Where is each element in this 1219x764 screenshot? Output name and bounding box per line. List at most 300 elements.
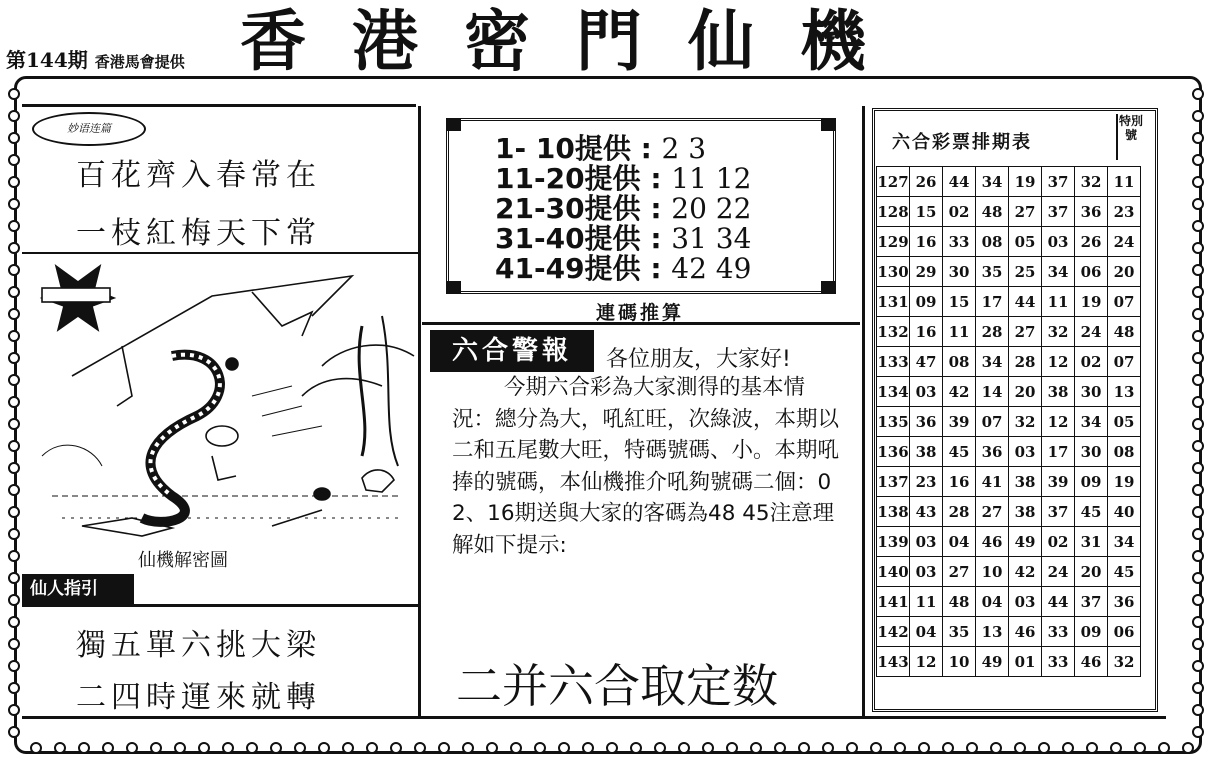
draw-number-cell: 04 xyxy=(976,587,1009,617)
scallop-dot xyxy=(966,742,978,754)
scallop-dot xyxy=(8,594,20,606)
draw-number-cell: 12 xyxy=(1042,407,1075,437)
scallop-dot xyxy=(1014,742,1026,754)
table-row xyxy=(877,437,1141,467)
issue-source: 香港馬會提供 xyxy=(94,53,185,71)
draw-number-cell: 35 xyxy=(943,617,976,647)
column-divider-left xyxy=(418,106,421,716)
calc-label: 連碼推算 xyxy=(596,302,685,324)
scallop-dot xyxy=(1192,594,1204,606)
range-label: 1- 10提供 xyxy=(495,132,631,165)
scallop-dot xyxy=(678,742,690,754)
draw-number-cell: 16 xyxy=(910,227,943,257)
poem-line-1: 百花齊入春常在 xyxy=(76,158,321,193)
draw-number-cell: 27 xyxy=(1009,197,1042,227)
table-row xyxy=(877,497,1141,527)
draw-number-cell: 03 xyxy=(1009,587,1042,617)
draw-number-cell: 03 xyxy=(910,557,943,587)
left-poem-rule xyxy=(22,252,418,254)
draw-number-cell: 03 xyxy=(910,377,943,407)
scallop-dot xyxy=(1062,742,1074,754)
scallop-dot xyxy=(486,742,498,754)
scallop-dot xyxy=(8,242,20,254)
scallop-dot xyxy=(1192,396,1204,408)
scallop-dot xyxy=(1192,220,1204,232)
draw-number-cell: 12 xyxy=(910,647,943,677)
draw-number-cell: 17 xyxy=(976,287,1009,317)
scallop-dot xyxy=(8,462,20,474)
draw-number-cell: 03 xyxy=(910,527,943,557)
draw-number-cell: 05 xyxy=(1009,227,1042,257)
table-row xyxy=(877,347,1141,377)
draw-number-cell: 11 xyxy=(1042,287,1075,317)
scallop-dot xyxy=(462,742,474,754)
draw-number-cell: 37 xyxy=(1042,167,1075,197)
scallop-dot xyxy=(1192,374,1204,386)
scallop-dot xyxy=(870,742,882,754)
scallop-dot xyxy=(1134,742,1146,754)
draw-number-cell: 27 xyxy=(1009,317,1042,347)
corner-mark xyxy=(821,281,835,293)
scallop-dot xyxy=(54,742,66,754)
scallop-dot xyxy=(8,528,20,540)
scallop-dot xyxy=(8,638,20,650)
draw-number-cell: 03 xyxy=(1009,437,1042,467)
range-label: 31-40提供 xyxy=(495,222,641,255)
scallop-dot xyxy=(8,418,20,430)
draw-number-cell: 32 xyxy=(1042,317,1075,347)
draw-number-cell: 28 xyxy=(1009,347,1042,377)
scallop-dot xyxy=(8,330,20,342)
guide-tag: 仙人指引 xyxy=(22,574,134,604)
scallop-dot xyxy=(1192,660,1204,672)
draw-number-cell: 13 xyxy=(976,617,1009,647)
table-row xyxy=(877,647,1141,677)
scallop-dot xyxy=(8,550,20,562)
scallop-dot xyxy=(1158,742,1170,754)
draw-number-cell: 34 xyxy=(1108,527,1141,557)
draw-number-cell: 30 xyxy=(943,257,976,287)
scallop-dot xyxy=(1192,704,1204,716)
range-values: 2 3 xyxy=(661,132,707,165)
draw-number-cell: 09 xyxy=(1075,467,1108,497)
range-row: 21-30提供 : 20 22 xyxy=(495,192,752,225)
scallop-dot xyxy=(198,742,210,754)
scallop-dot xyxy=(918,742,930,754)
range-label: 41-49提供 xyxy=(495,252,641,285)
scallop-dot xyxy=(8,440,20,452)
scallop-dot xyxy=(8,264,20,276)
greeting: 各位朋友，大家好! xyxy=(606,347,791,372)
corner-mark xyxy=(447,281,461,293)
scallop-dot xyxy=(1192,242,1204,254)
draw-issue-cell: 135 xyxy=(877,407,910,437)
scallop-dot xyxy=(534,742,546,754)
draw-number-cell: 28 xyxy=(976,317,1009,347)
draw-number-cell: 24 xyxy=(1042,557,1075,587)
draw-number-cell: 07 xyxy=(976,407,1009,437)
draw-number-cell: 11 xyxy=(943,317,976,347)
scallop-dot xyxy=(1192,528,1204,540)
draw-number-cell: 15 xyxy=(943,287,976,317)
draw-number-cell: 38 xyxy=(910,437,943,467)
range-label: 21-30提供 xyxy=(495,192,641,225)
scallop-dot xyxy=(8,484,20,496)
scallop-dot xyxy=(1192,726,1204,738)
scallop-dot xyxy=(8,308,20,320)
draw-number-cell: 23 xyxy=(910,467,943,497)
scallop-dot xyxy=(222,742,234,754)
scallop-dot xyxy=(1038,742,1050,754)
range-values: 42 49 xyxy=(671,252,752,285)
table-row xyxy=(877,377,1141,407)
draw-number-cell: 27 xyxy=(976,497,1009,527)
range-box xyxy=(446,118,836,294)
scallop-dot xyxy=(8,88,20,100)
draw-number-cell: 28 xyxy=(943,497,976,527)
draw-number-cell: 04 xyxy=(943,527,976,557)
scallop-dot xyxy=(102,742,114,754)
draw-number-cell: 48 xyxy=(943,587,976,617)
table-row xyxy=(877,317,1141,347)
scallop-dot xyxy=(942,742,954,754)
draw-number-cell: 19 xyxy=(1075,287,1108,317)
draw-number-cell: 11 xyxy=(910,587,943,617)
draw-number-cell: 46 xyxy=(1009,617,1042,647)
draw-number-cell: 23 xyxy=(1108,197,1141,227)
scallop-dot xyxy=(294,742,306,754)
scallop-dot xyxy=(1192,176,1204,188)
range-row: 11-20提供 : 11 12 xyxy=(495,162,752,195)
scallop-dot xyxy=(8,220,20,232)
draw-number-cell: 49 xyxy=(976,647,1009,677)
table-row xyxy=(877,227,1141,257)
draw-issue-cell: 139 xyxy=(877,527,910,557)
scallop-dot xyxy=(8,176,20,188)
draw-issue-cell: 141 xyxy=(877,587,910,617)
draw-number-cell: 08 xyxy=(943,347,976,377)
draw-number-cell: 34 xyxy=(976,167,1009,197)
draw-number-cell: 44 xyxy=(1042,587,1075,617)
draw-issue-cell: 143 xyxy=(877,647,910,677)
scallop-dot xyxy=(8,198,20,210)
draw-number-cell: 11 xyxy=(1108,167,1141,197)
scallop-dot xyxy=(1192,572,1204,584)
scallop-dot xyxy=(8,616,20,628)
draw-number-cell: 09 xyxy=(910,287,943,317)
draw-issue-cell: 129 xyxy=(877,227,910,257)
draw-number-cell: 45 xyxy=(943,437,976,467)
scallop-dot xyxy=(1192,330,1204,342)
left-top-rule xyxy=(22,104,416,107)
scallop-dot xyxy=(8,506,20,518)
scallop-dot xyxy=(1192,110,1204,122)
table-row xyxy=(877,557,1141,587)
draw-number-cell: 34 xyxy=(1042,257,1075,287)
draw-issue-cell: 130 xyxy=(877,257,910,287)
draw-number-cell: 48 xyxy=(1108,317,1141,347)
scallop-dot xyxy=(1192,440,1204,452)
draw-number-cell: 37 xyxy=(1042,197,1075,227)
table-row xyxy=(877,617,1141,647)
scallop-dot xyxy=(1192,506,1204,518)
draw-number-cell: 08 xyxy=(1108,437,1141,467)
draw-issue-cell: 134 xyxy=(877,377,910,407)
draw-number-cell: 47 xyxy=(910,347,943,377)
draw-number-cell: 04 xyxy=(910,617,943,647)
draw-number-cell: 37 xyxy=(1042,497,1075,527)
draw-number-cell: 32 xyxy=(1108,647,1141,677)
draw-number-cell: 26 xyxy=(910,167,943,197)
scallop-dot xyxy=(8,110,20,122)
scallop-dot xyxy=(1182,742,1194,754)
scallop-dot xyxy=(438,742,450,754)
draw-number-cell: 33 xyxy=(1042,617,1075,647)
range-row: 31-40提供 : 31 34 xyxy=(495,222,752,255)
table-row xyxy=(877,167,1141,197)
scallop-dot xyxy=(606,742,618,754)
scallop-dot xyxy=(1192,484,1204,496)
draw-number-cell: 42 xyxy=(1009,557,1042,587)
draw-number-cell: 36 xyxy=(1075,197,1108,227)
draw-number-cell: 31 xyxy=(1075,527,1108,557)
scallop-dot xyxy=(8,286,20,298)
draw-number-cell: 46 xyxy=(976,527,1009,557)
scallop-dot xyxy=(702,742,714,754)
table-row xyxy=(877,467,1141,497)
draw-number-cell: 36 xyxy=(910,407,943,437)
issue-number-label: 第144期 xyxy=(6,48,88,72)
left-guide-rule xyxy=(22,604,418,607)
draw-number-cell: 37 xyxy=(1075,587,1108,617)
range-row: 1- 10提供 : 2 3 xyxy=(495,132,707,165)
draw-table xyxy=(876,166,1141,677)
draw-number-cell: 02 xyxy=(1042,527,1075,557)
range-label: 11-20提供 xyxy=(495,162,641,195)
scallop-dot xyxy=(1192,308,1204,320)
draw-number-cell: 06 xyxy=(1108,617,1141,647)
range-values: 11 12 xyxy=(671,162,752,195)
draw-number-cell: 10 xyxy=(943,647,976,677)
draw-number-cell: 36 xyxy=(976,437,1009,467)
alert-tag: 六合警報 xyxy=(430,330,594,372)
draw-issue-cell: 136 xyxy=(877,437,910,467)
scallop-dot xyxy=(1110,742,1122,754)
scallop-dot xyxy=(8,704,20,716)
draw-number-cell: 24 xyxy=(1108,227,1141,257)
draw-issue-cell: 142 xyxy=(877,617,910,647)
table-row xyxy=(877,257,1141,287)
scallop-dot xyxy=(174,742,186,754)
draw-number-cell: 14 xyxy=(976,377,1009,407)
scallop-dot xyxy=(8,660,20,672)
scallop-dot xyxy=(1192,286,1204,298)
draw-number-cell: 29 xyxy=(910,257,943,287)
draw-number-cell: 42 xyxy=(943,377,976,407)
bottom-rule xyxy=(22,716,1166,719)
draw-number-cell: 01 xyxy=(1009,647,1042,677)
draw-number-cell: 38 xyxy=(1042,377,1075,407)
draw-number-cell: 19 xyxy=(1009,167,1042,197)
issue-number xyxy=(6,44,185,73)
draw-issue-cell: 138 xyxy=(877,497,910,527)
scallop-dot xyxy=(318,742,330,754)
draw-issue-cell: 127 xyxy=(877,167,910,197)
scallop-dot xyxy=(1192,132,1204,144)
draw-number-cell: 27 xyxy=(943,557,976,587)
table-row xyxy=(877,197,1141,227)
scallop-dot xyxy=(8,132,20,144)
draw-issue-cell: 131 xyxy=(877,287,910,317)
scallop-dot xyxy=(1192,638,1204,650)
scallop-dot xyxy=(1192,462,1204,474)
draw-number-cell: 44 xyxy=(1009,287,1042,317)
scallop-dot xyxy=(558,742,570,754)
scallop-dot xyxy=(894,742,906,754)
scallop-dot xyxy=(126,742,138,754)
draw-number-cell: 40 xyxy=(1108,497,1141,527)
draw-number-cell: 34 xyxy=(1075,407,1108,437)
scallop-dot xyxy=(366,742,378,754)
scallop-dot xyxy=(846,742,858,754)
guide-line-1: 獨五單六挑大梁 xyxy=(76,628,321,663)
draw-issue-cell: 128 xyxy=(877,197,910,227)
scallop-dot xyxy=(1192,550,1204,562)
scallop-dot xyxy=(8,154,20,166)
scallop-dot xyxy=(1192,616,1204,628)
draw-number-cell: 15 xyxy=(910,197,943,227)
guide-line-2: 二四時運來就轉 xyxy=(76,680,321,715)
scallop-dot xyxy=(390,742,402,754)
draw-number-cell: 16 xyxy=(910,317,943,347)
draw-number-cell: 02 xyxy=(1075,347,1108,377)
draw-number-cell: 08 xyxy=(976,227,1009,257)
draw-number-cell: 46 xyxy=(1075,647,1108,677)
draw-number-cell: 45 xyxy=(1108,557,1141,587)
scallop-dot xyxy=(1192,418,1204,430)
draw-number-cell: 12 xyxy=(1042,347,1075,377)
draw-issue-cell: 140 xyxy=(877,557,910,587)
draw-number-cell: 43 xyxy=(910,497,943,527)
draw-number-cell: 34 xyxy=(976,347,1009,377)
draw-number-cell: 07 xyxy=(1108,287,1141,317)
scallop-dot xyxy=(798,742,810,754)
draw-number-cell: 13 xyxy=(1108,377,1141,407)
draw-issue-cell: 133 xyxy=(877,347,910,377)
draw-issue-cell: 132 xyxy=(877,317,910,347)
draw-number-cell: 48 xyxy=(976,197,1009,227)
draw-number-cell: 41 xyxy=(976,467,1009,497)
slogan: 二并六合取定数 xyxy=(456,659,778,713)
draw-number-cell: 25 xyxy=(1009,257,1042,287)
scallop-dot xyxy=(822,742,834,754)
body-text: 今期六合彩為大家測得的基本情況：總分為大，吼紅旺，次綠波，本期以二和五尾數大旺，特碼號碼、小。本期吼捧的號碼，本仙機推介吼夠號碼二個：02、16期送與大家的客碼為48 45注意理解如下提示: xyxy=(452,375,840,558)
column-divider-right xyxy=(862,106,865,716)
draw-number-cell: 16 xyxy=(943,467,976,497)
page-title: 香港密門仙機 xyxy=(240,3,912,80)
scallop-dot xyxy=(774,742,786,754)
draw-number-cell: 32 xyxy=(1009,407,1042,437)
scallop-dot xyxy=(1086,742,1098,754)
draw-number-cell: 38 xyxy=(1009,467,1042,497)
scallop-dot xyxy=(1192,88,1204,100)
draw-number-cell: 35 xyxy=(976,257,1009,287)
draw-number-cell: 24 xyxy=(1075,317,1108,347)
draw-number-cell: 39 xyxy=(1042,467,1075,497)
scallop-dot xyxy=(582,742,594,754)
table-row xyxy=(877,407,1141,437)
puzzle-illustration xyxy=(22,256,418,546)
scallop-dot xyxy=(1192,682,1204,694)
scallop-dot xyxy=(8,572,20,584)
scallop-dot xyxy=(8,726,20,738)
poem-line-2: 一枝紅梅天下常 xyxy=(76,216,321,251)
scallop-dot xyxy=(1192,154,1204,166)
draw-number-cell: 45 xyxy=(1075,497,1108,527)
table-row xyxy=(877,287,1141,317)
draw-number-cell: 19 xyxy=(1108,467,1141,497)
range-values: 20 22 xyxy=(671,192,752,225)
draw-number-cell: 09 xyxy=(1075,617,1108,647)
scallop-dot xyxy=(8,352,20,364)
scallop-dot xyxy=(8,682,20,694)
scallop-dot xyxy=(414,742,426,754)
draw-number-cell: 30 xyxy=(1075,377,1108,407)
special-number-tag: 特別號 xyxy=(1116,114,1144,160)
schedule-title: 六合彩票排期表 xyxy=(892,132,1032,153)
scallop-dot xyxy=(654,742,666,754)
draw-number-cell: 07 xyxy=(1108,347,1141,377)
scallop-dot xyxy=(150,742,162,754)
range-values: 31 34 xyxy=(671,222,752,255)
scallop-dot xyxy=(990,742,1002,754)
scallop-dot xyxy=(78,742,90,754)
draw-number-cell: 03 xyxy=(1042,227,1075,257)
draw-number-cell: 02 xyxy=(943,197,976,227)
range-row: 41-49提供 : 42 49 xyxy=(495,252,752,285)
scallop-dot xyxy=(246,742,258,754)
draw-number-cell: 33 xyxy=(943,227,976,257)
scallop-dot xyxy=(510,742,522,754)
table-row xyxy=(877,527,1141,557)
draw-number-cell: 10 xyxy=(976,557,1009,587)
draw-number-cell: 06 xyxy=(1075,257,1108,287)
scallop-dot xyxy=(8,396,20,408)
draw-number-cell: 33 xyxy=(1042,647,1075,677)
scallop-dot xyxy=(270,742,282,754)
scallop-dot xyxy=(342,742,354,754)
scallop-dot xyxy=(1192,264,1204,276)
corner-mark xyxy=(447,119,461,131)
draw-number-cell: 20 xyxy=(1108,257,1141,287)
draw-number-cell: 20 xyxy=(1075,557,1108,587)
draw-number-cell: 38 xyxy=(1009,497,1042,527)
draw-number-cell: 32 xyxy=(1075,167,1108,197)
draw-number-cell: 39 xyxy=(943,407,976,437)
phrase-tag: 妙语连篇 xyxy=(32,112,146,146)
draw-number-cell: 26 xyxy=(1075,227,1108,257)
draw-number-cell: 49 xyxy=(1009,527,1042,557)
scallop-dot xyxy=(1192,352,1204,364)
draw-number-cell: 05 xyxy=(1108,407,1141,437)
scallop-dot xyxy=(8,374,20,386)
scallop-dot xyxy=(30,742,42,754)
scallop-dot xyxy=(630,742,642,754)
draw-number-cell: 20 xyxy=(1009,377,1042,407)
corner-mark xyxy=(821,119,835,131)
draw-number-cell: 36 xyxy=(1108,587,1141,617)
draw-number-cell: 17 xyxy=(1042,437,1075,467)
